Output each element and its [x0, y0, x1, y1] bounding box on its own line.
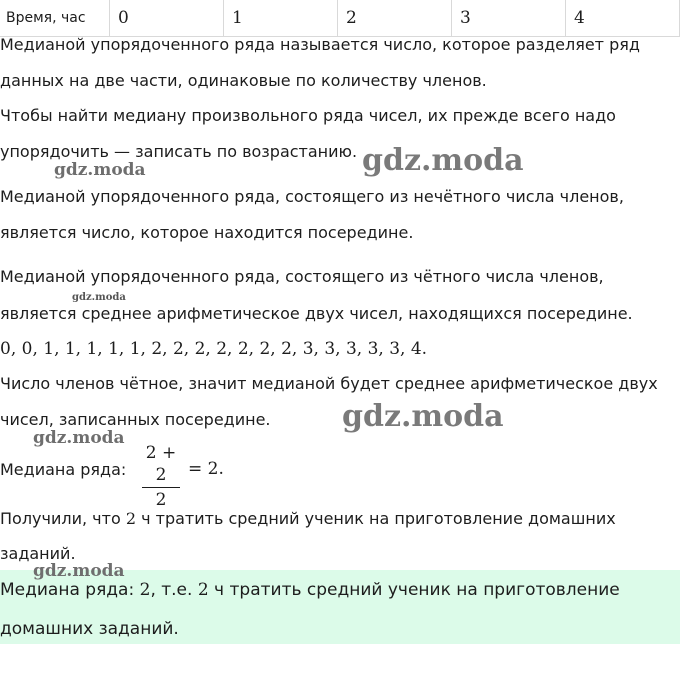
paragraph-line: Медианой упорядоченного ряда, состоящего из нечётного числа членов,: [0, 187, 624, 206]
watermark-logo: gdz.moda: [72, 292, 126, 303]
paragraph-line: Чтобы найти медиану произвольного ряда чисел, их прежде всего надо: [0, 106, 616, 125]
table-cell-0: 0: [110, 0, 224, 37]
answer-line: [0, 579, 620, 601]
fraction-numerator: 2 + 2: [145, 443, 177, 485]
text-fragment: , т.е.: [150, 580, 198, 600]
paragraph-line: Медианой упорядоченного ряда, состоящего из чётного числа членов,: [0, 267, 604, 286]
table-cell-1: 1: [224, 0, 338, 37]
watermark-logo: gdz.moda: [362, 143, 524, 178]
paragraph-line: заданий.: [0, 544, 76, 563]
table-row: [0, 0, 680, 37]
answer-line: домашних заданий.: [0, 619, 179, 639]
table-cell-3: 3: [452, 0, 566, 37]
paragraph-line: чисел, записанных посередине.: [0, 410, 271, 429]
paragraph-line: данных на две части, одинаковые по количеству членов.: [0, 71, 487, 90]
text-fragment: ч тратить средний ученик на приготовление домашних: [136, 509, 616, 528]
table-cell-4: 4: [566, 0, 680, 37]
paragraph-line: упорядочить — записать по возрастанию.: [0, 142, 358, 161]
answer-box: [0, 570, 680, 644]
data-table: [0, 0, 680, 37]
math-value: 2: [139, 580, 151, 600]
fraction-denominator: 2: [155, 490, 167, 510]
paragraph-line: [0, 508, 616, 530]
watermark-logo: gdz.moda: [54, 160, 146, 180]
table-header-cell: Время, час: [0, 0, 110, 37]
number-sequence: 0, 0, 1, 1, 1, 1, 1, 2, 2, 2, 2, 2, 2, 2, 3, 3, 3, 3, 3, 4.: [0, 339, 428, 359]
math-value: 2: [197, 580, 209, 600]
watermark-logo: gdz.moda: [33, 428, 125, 448]
paragraph-line: Число членов чётное, значит медианой будет среднее арифметическое двух: [0, 374, 658, 393]
table-cell-2: 2: [338, 0, 452, 37]
watermark-logo: gdz.moda: [342, 399, 504, 434]
paragraph-line: является среднее арифметическое двух чисел, находящихся посередине.: [0, 304, 633, 323]
text-fragment: ч тратить средний ученик на приготовление: [208, 580, 620, 600]
paragraph-line: Медианой упорядоченного ряда называется число, которое разделяет ряд: [0, 35, 640, 54]
median-fraction: [142, 442, 180, 511]
math-value: 2: [125, 509, 136, 528]
text-fragment: Медиана ряда:: [0, 580, 140, 600]
median-label: Медиана ряда:: [0, 460, 127, 479]
median-result: = 2.: [188, 459, 224, 479]
fraction-bar: [142, 487, 180, 488]
text-fragment: Получили, что: [0, 509, 126, 528]
paragraph-line: является число, которое находится посередине.: [0, 223, 414, 242]
watermark-logo: gdz.moda: [33, 561, 125, 581]
